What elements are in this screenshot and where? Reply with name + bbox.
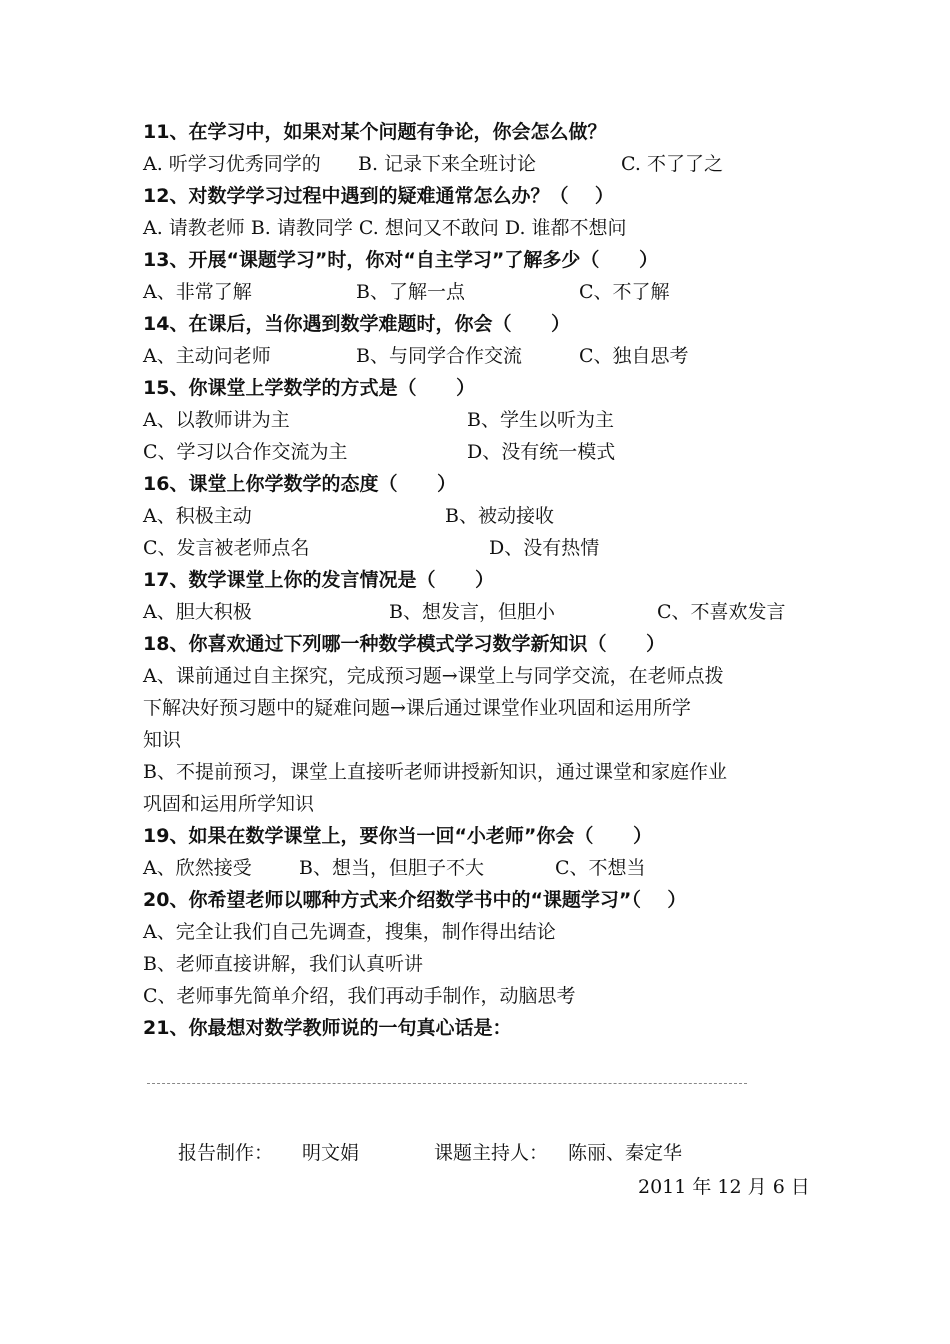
option-16-a: A、积极主动 (143, 505, 252, 527)
options-15-row2 (143, 437, 843, 467)
option-18-b-line2: 巩固和运用所学知识 (143, 793, 315, 815)
option-15-d: D、没有统一模式 (467, 441, 616, 463)
option-18-a-line2: 下解决好预习题中的疑难问题→课后通过课堂作业巩固和运用所学 (143, 697, 691, 719)
option-11-c: C. 不了了之 (621, 153, 723, 175)
question-12: 12、对数学学习过程中遇到的疑难通常怎么办？（ ） (143, 185, 614, 207)
report-footer (178, 1138, 778, 1168)
options-16-row2 (143, 533, 843, 563)
question-11: 11、在学习中，如果对某个问题有争论，你会怎么做？ (143, 121, 607, 143)
question-17: 17、数学课堂上你的发言情况是（ ） (143, 569, 495, 591)
option-15-c: C、学习以合作交流为主 (143, 441, 348, 463)
option-16-c: C、发言被老师点名 (143, 537, 310, 559)
option-14-a: A、主动问老师 (143, 345, 271, 367)
option-19-c: C、不想当 (555, 857, 646, 879)
options-11 (143, 149, 843, 179)
option-19-a: A、欣然接受 (143, 857, 252, 879)
report-label: 报告制作： (178, 1142, 274, 1164)
host-names: 陈丽、秦定华 (568, 1142, 683, 1164)
report-date: 2011 年 12 月 6 日 (638, 1176, 810, 1198)
question-19: 19、如果在数学课堂上，要你当一回“小老师”你会（ ） (143, 825, 653, 847)
option-13-c: C、不了解 (579, 281, 670, 303)
question-18: 18、你喜欢通过下列哪一种数学模式学习数学新知识（ ） (143, 633, 666, 655)
option-17-b: B、想发言，但胆小 (389, 601, 555, 623)
question-16: 16、课堂上你学数学的态度（ ） (143, 473, 457, 495)
option-20-c: C、老师事先简单介绍，我们再动手制作，动脑思考 (143, 985, 576, 1007)
option-18-b-line1: B、不提前预习，课堂上直接听老师讲授新知识，通过课堂和家庭作业 (143, 761, 727, 783)
question-20: 20、你希望老师以哪种方式来介绍数学书中的“课题学习”（ ） (143, 889, 687, 911)
option-15-a: A、以教师讲为主 (143, 409, 290, 431)
option-17-c: C、不喜欢发言 (657, 601, 786, 623)
options-13 (143, 277, 843, 307)
answer-dashed-line (147, 1083, 747, 1084)
question-15: 15、你课堂上学数学的方式是（ ） (143, 377, 476, 399)
question-21: 21、你最想对数学教师说的一句真心话是： (143, 1017, 512, 1039)
options-15-row1 (143, 405, 843, 435)
options-16-row1 (143, 501, 843, 531)
option-20-b: B、老师直接讲解，我们认真听讲 (143, 953, 423, 975)
option-14-c: C、独自思考 (579, 345, 689, 367)
option-13-a: A、非常了解 (143, 281, 252, 303)
question-14: 14、在课后，当你遇到数学难题时，你会（ ） (143, 313, 571, 335)
option-13-b: B、了解一点 (356, 281, 465, 303)
option-14-b: B、与同学合作交流 (356, 345, 522, 367)
option-18-a-line3: 知识 (143, 729, 182, 751)
option-12-all: A. 请教老师 B. 请教同学 C. 想问又不敢问 D. 谁都不想问 (143, 217, 627, 239)
option-19-b: B、想当，但胆子不大 (299, 857, 484, 879)
option-16-d: D、没有热情 (489, 537, 600, 559)
option-15-b: B、学生以听为主 (467, 409, 614, 431)
option-16-b: B、被动接收 (445, 505, 554, 527)
question-13: 13、开展“课题学习”时，你对“自主学习”了解多少（ ） (143, 249, 659, 271)
option-11-b: B. 记录下来全班讨论 (358, 153, 537, 175)
options-12 (143, 213, 843, 243)
options-17 (143, 597, 843, 627)
option-20-a: A、完全让我们自己先调查，搜集，制作得出结论 (143, 921, 556, 943)
options-19 (143, 853, 843, 883)
options-14 (143, 341, 843, 371)
host-label: 课题主持人： (434, 1142, 549, 1164)
option-18-a-line1: A、课前通过自主探究，完成预习题→课堂上与同学交流，在老师点拨 (143, 665, 724, 687)
option-17-a: A、胆大积极 (143, 601, 252, 623)
report-author: 明文娟 (302, 1142, 360, 1164)
option-11-a: A. 听学习优秀同学的 (143, 153, 321, 175)
